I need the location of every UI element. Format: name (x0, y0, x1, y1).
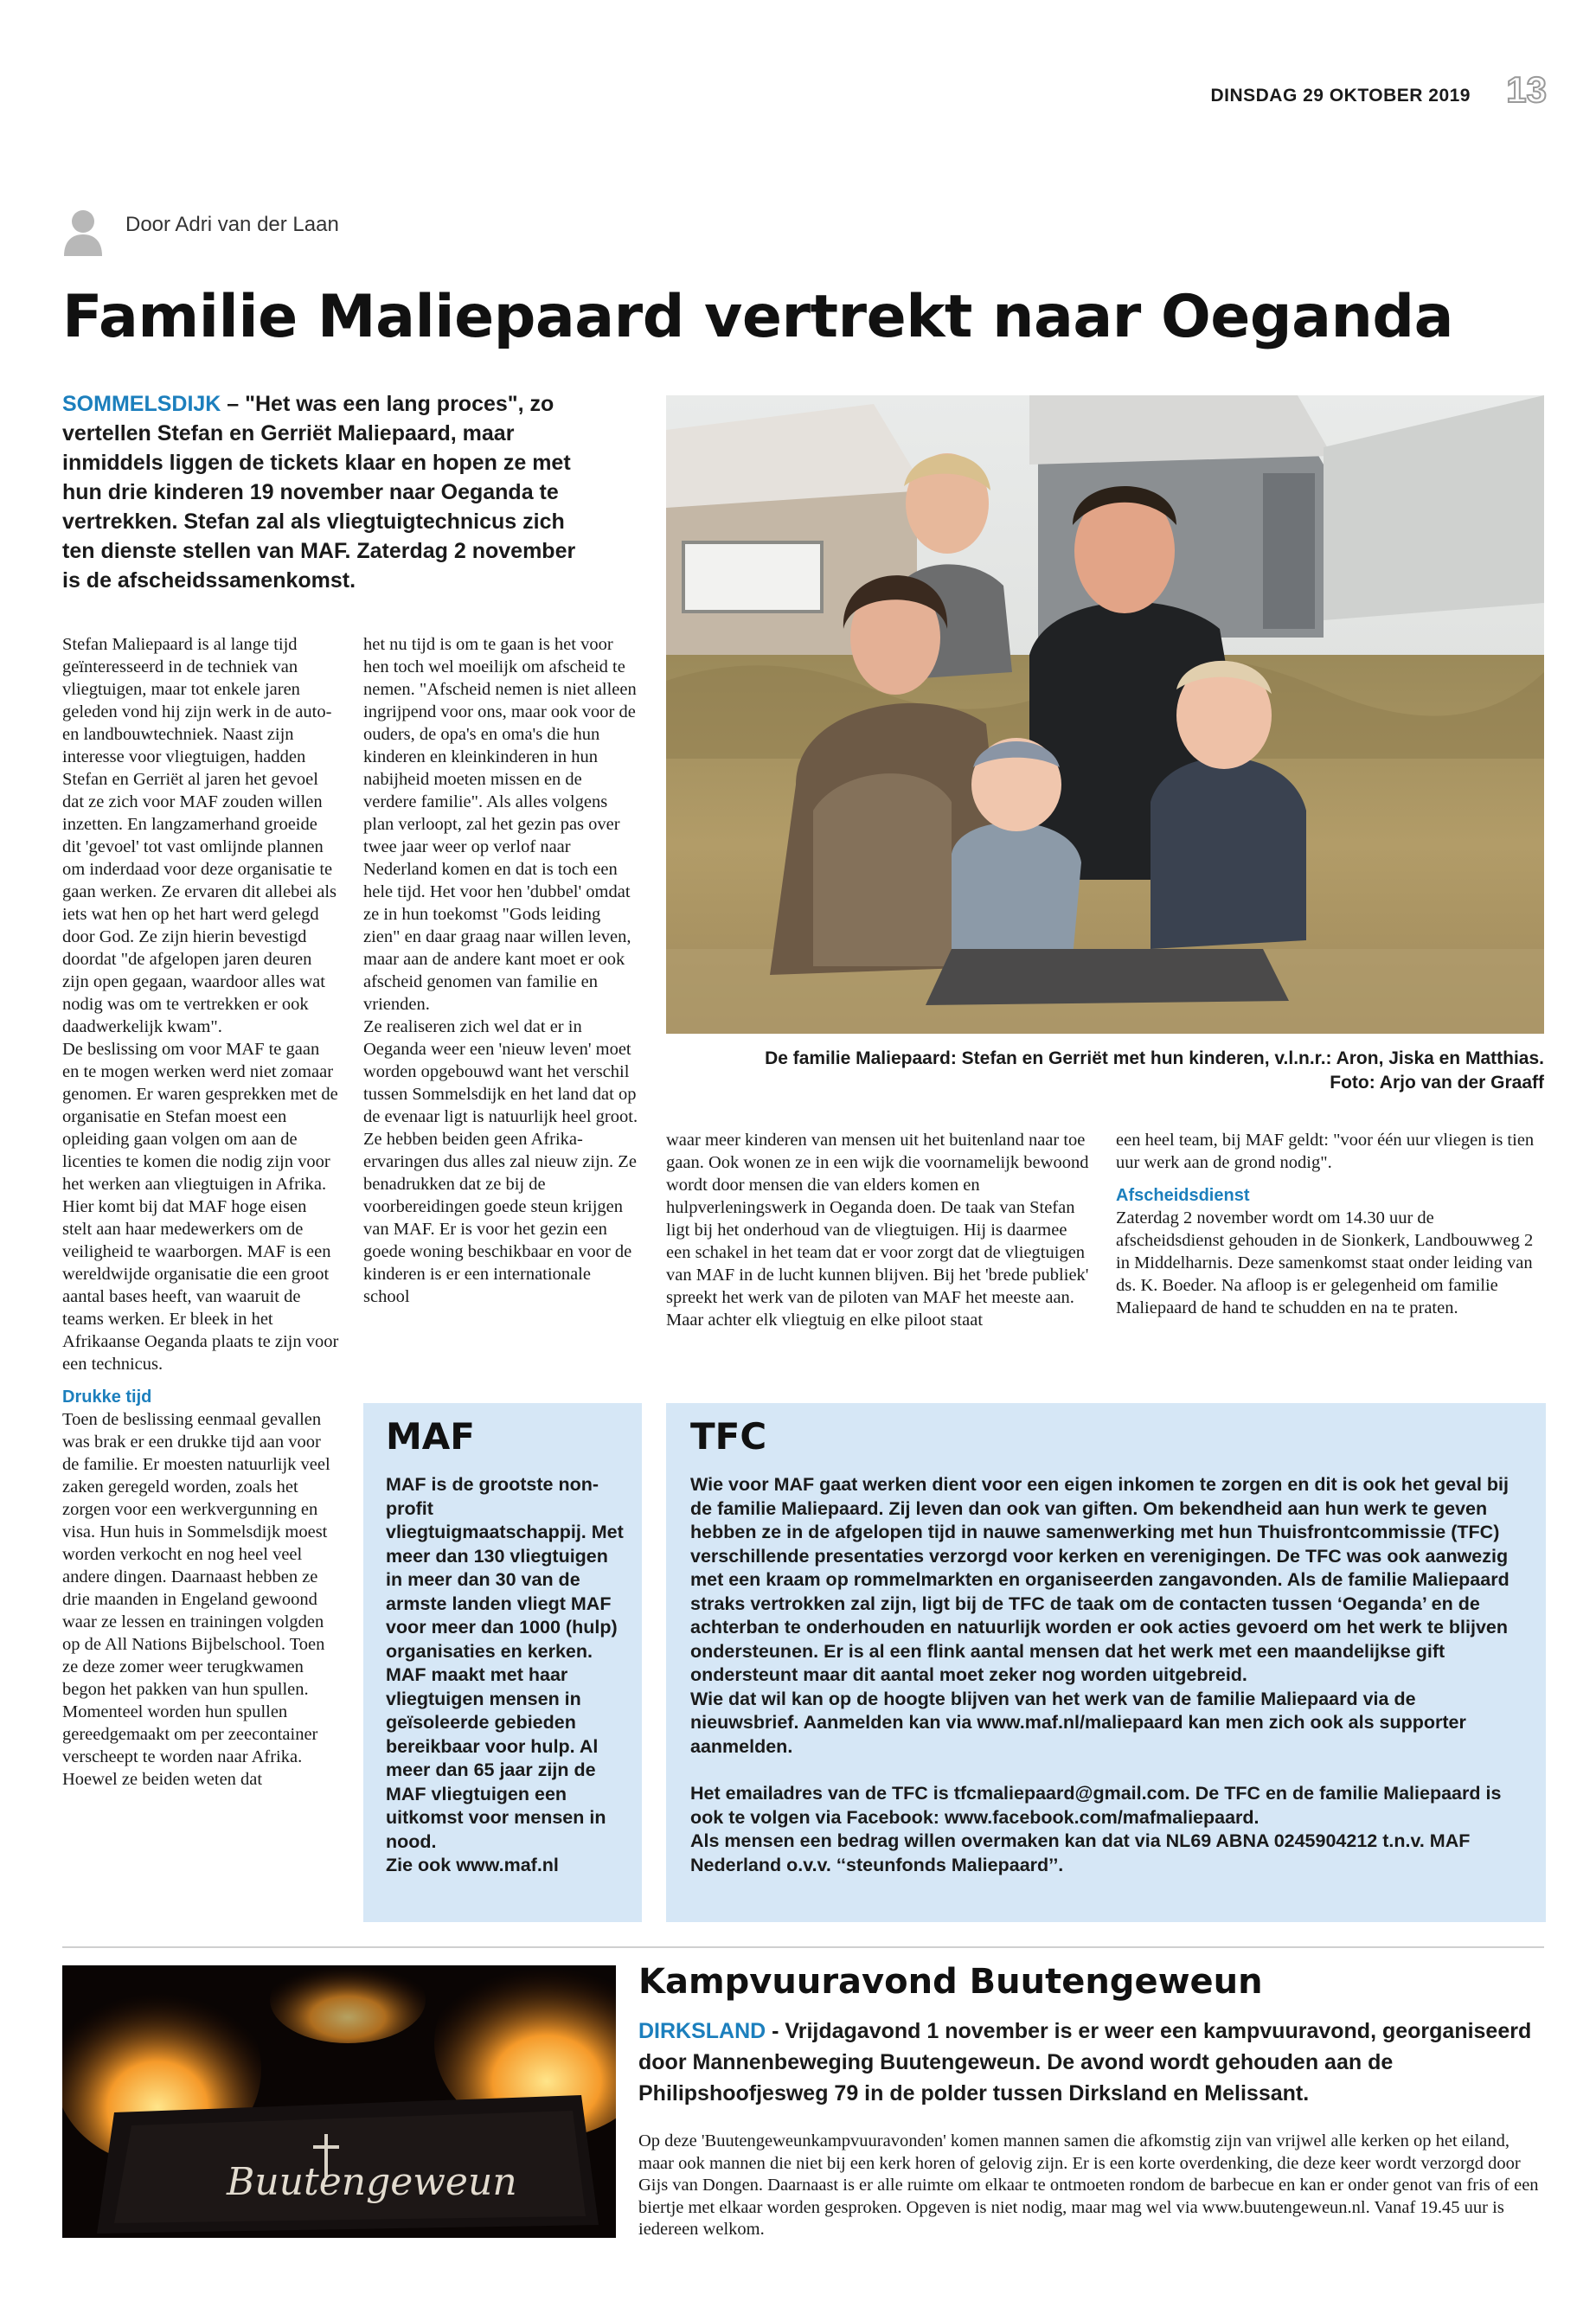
kampvuur-location: DIRKSLAND (638, 2019, 766, 2043)
buutengeweun-sign-text: Buutengeweun (227, 2160, 517, 2204)
tfc-info-box (666, 1403, 1546, 1922)
issue-date: DINSDAG 29 OKTOBER 2019 (1210, 86, 1471, 106)
paragraph: Ze realiseren zich wel dat er in Oeganda weer een 'nieuw leven' moet worden opgebouwd want het verschil tussen Sommelsdijk en het land dat op de evenaar ligt is natuurlijk heel groot. Ze hebben beiden geen Afrika-ervaringen dus alles zal nieuw zijn. Ze benadrukken dat ze bij de voorbereidingen goede steun krijgen van MAF. Er is voor het gezin een goede woning beschikbaar en voor de kinderen is er een internationale school (363, 1017, 638, 1306)
maf-box-text: MAF is de grootste non-profit vliegtuigmaatschappij. Met meer dan 130 vliegtuigen in meer dan 30 van de armste landen vliegt MAF voor meer dan 1000 (hulp) organisaties en kerken. MAF maakt met haar vliegtuigen mensen in geïsoleerde gebieden bereikbaar voor hulp. Al meer dan 65 jaar zijn de MAF vliegtuigen een uitkomst voor mensen in nood. (386, 1474, 624, 1852)
caption-text: De familie Maliepaard: Stefan en Gerriët met hun kinderen, v.l.n.r.: Aron, Jiska en Matthias. (765, 1048, 1544, 1068)
photo-caption (666, 1047, 1544, 1095)
person-icon (62, 208, 104, 256)
kampvuur-lead (638, 2016, 1547, 2109)
paragraph: Zaterdag 2 november wordt om 14.30 uur de afscheidsdienst gehouden in de Sionkerk, Landbouwweg 2 in Middelharnis. Deze samenkomst staat onder leiding van ds. K. Boeder. Na afloop is er gelegenheid om familie Maliepaard de hand te schudden en na te praten. (1116, 1208, 1534, 1317)
paragraph: het nu tijd is om te gaan is het voor hen toch wel moeilijk om afscheid te nemen. "Afscheid nemen is niet alleen ingrijpend voor ons, maar ook voor de ouders, de opa's en oma's die hun kinderen en kleinkinderen in hun nabijheid moeten missen en de verdere familie". Als alles volgens plan verloopt, zal het gezin pas over twee jaar weer op verlof naar Nederland komen en dat is toch een hele tijd. Het voor hen 'dubbel' omdat ze in hun toekomst "Gods leiding zien" en daar graag naar willen leven, maar aan de andere kant moet er ook afscheid genomen van familie en vrienden. (363, 635, 637, 1014)
maf-box-title: MAF (386, 1415, 475, 1458)
kampvuur-headline: Kampvuuravond Buutengeweun (638, 1962, 1263, 2002)
paragraph: een heel team, bij MAF geldt: "voor één uur vliegen is tien uur werk aan de grond nodig". (1116, 1131, 1535, 1172)
kampvuur-body: Op deze 'Buutengeweunkampvuuravonden' komen mannen samen die afkomstig zijn van vrijwel alle kerken op het eiland, maar ook mannen die niet bij een kerk horen of gelovig zijn. Er is een korte overdenking, die deze keer wordt verzorgd door Gijs van Dongen. Daarnaast is er alle ruimte om elkaar te ontmoeten rondom de barbecue en kan er onder genot van fris of een biertje met elkaar worden gesproken. Opgeven is niet nodig, maar mag wel via www.buutengeweun.nl. Vanaf 19.45 uur is iedereen welkom. (638, 2131, 1539, 2239)
tfc-box-text: Het emailadres van de TFC is tfcmaliepaard@gmail.com. De TFC en de familie Maliepaard is ook te volgen via Facebook: www.facebook.com/mafmaliepaard. (690, 1783, 1502, 1828)
paragraph: Hoewel ze beiden weten dat (62, 1770, 263, 1789)
tfc-box-text: Als mensen een bedrag willen overmaken kan dat via NL69 ABNA 0245904212 t.n.v. MAF Nederland o.v.v. ‘‘steunfonds Maliepaard’’. (690, 1830, 1471, 1875)
article-headline: Familie Maliepaard vertrekt naar Oeganda (62, 283, 1453, 351)
photo-credit: Foto: Arjo van der Graaff (1330, 1073, 1544, 1093)
article-column-4 (1116, 1129, 1546, 1319)
article-column-1 (62, 633, 339, 1791)
article-column-2 (363, 633, 638, 1308)
article-column-3 (666, 1129, 1090, 1331)
author-byline: Door Adri van der Laan (125, 213, 339, 236)
subhead-drukke-tijd: Drukke tijd (62, 1388, 152, 1407)
tfc-box-text: Wie voor MAF gaat werken dient voor een eigen inkomen te zorgen en dit is ook het geval bij de familie Maliepaard. Zij leven dan ook van giften. Om bekendheid aan hun werk te geven hebben ze in de afgelopen tijd in nauwe samenwerking met hun Thuisfrontcommissie (TFC) verschillende presentaties verzorgd voor kerken en verenigingen. De TFC was ook aanwezig met een kraam op rommelmarkten en organiseerden zangavonden. Als de familie Maliepaard straks vertrokken zal zijn, ligt bij de TFC de taak om de contacten tussen ‘Oeganda’ en de achterban te onderhouden en natuurlijk worden er ook acties gevoerd om het werk te blijven ondersteunen. Er is al een flink aantal mensen dat het werk met een maandelijkse gift ondersteunt maar dit aantal moet zeker nog worden uitgebreid. (690, 1474, 1509, 1685)
maf-box-link: Zie ook www.maf.nl (386, 1855, 559, 1875)
paragraph: Toen de beslissing eenmaal gevallen was brak er een drukke tijd aan voor de familie. Er moesten natuurlijk veel zaken geregeld worden, zoals het zorgen voor een werkvergunning en visa. Hun huis in Sommelsdijk moest worden verkocht en nog heel veel andere dingen. Daarnaast hebben ze drie maanden in Engeland gewoond waar ze lessen en trainingen volgden op de All Nations Bijbelschool. Toen ze deze zomer weer terugkwamen begon het pakken van hun spullen. Momenteel worden hun spullen gereedgemaakt om per zeecontainer verscheept te worden naar Afrika. (62, 1410, 330, 1766)
family-photo (666, 395, 1544, 1034)
lead-text: – "Het was een lang proces", zo vertellen Stefan en Gerriët Maliepaard, maar inmiddels liggen de tickets klaar en hopen ze met hun drie kinderen 19 november naar Oeganda te vertrekken. Stefan zal als vliegtuigtechnicus zich ten dienste stellen van MAF. Zaterdag 2 november is de afscheidssamenkomst. (62, 392, 576, 593)
subhead-afscheidsdienst: Afscheidsdienst (1116, 1186, 1250, 1205)
article-lead (62, 389, 590, 595)
tfc-box-title: TFC (690, 1415, 767, 1458)
campfire-photo (62, 1965, 616, 2238)
maf-info-box (363, 1403, 642, 1922)
page-number: 13 (1506, 69, 1547, 110)
kampvuur-lead-text: - Vrijdagavond 1 november is er weer een kampvuuravond, georganiseerd door Mannenbeweging Buutengeweun. De avond wordt gehouden aan de Philipshoofjesweg 79 in de polder tussen Dirksland en Melissant. (638, 2019, 1532, 2106)
paragraph: waar meer kinderen van mensen uit het buitenland naar toe gaan. Ook wonen ze in een wijk die voornamelijk bewoond wordt door mensen die van elders komen en hulpverleningswerk in Oeganda doen. De taak van Stefan ligt bij het onderhoud van de vliegtuigen. Hij is daarmee een schakel in het team dat er voor zorgt dat de vliegtuigen van MAF in de lucht kunnen blijven. Bij het 'brede publiek' spreekt het werk van de piloten van MAF het meeste aan. Maar achter elk vliegtuig en elke piloot staat (666, 1131, 1089, 1330)
lead-location: SOMMELSDIJK (62, 392, 221, 416)
tfc-box-text: Wie dat wil kan op de hoogte blijven van het werk van de familie Maliepaard via de nieuwsbrief. Aanmelden kan via www.maf.nl/maliepaard kan men zich ook als supporter aanmelden. (690, 1688, 1466, 1757)
paragraph: Stefan Maliepaard is al lange tijd geïnteresseerd in de techniek van vliegtuigen, maar tot enkele jaren geleden vond hij zijn werk in de auto- en landbouwtechniek. Naast zijn interesse voor vliegtuigen, hadden Stefan en Gerriët al jaren het gevoel dat ze zich voor MAF zouden willen inzetten. En langzamerhand groeide dit 'gevoel' tot vast omlijnde plannen om inderdaad voor deze organisatie te gaan werken. Ze ervaren dit allebei als iets wat hen op het hart werd gelegd door God. Ze zijn hierin bevestigd doordat "de afgelopen jaren deuren zijn open gegaan, waardoor alles wat nodig was om te vertrekken er ook daadwerkelijk kwam". (62, 635, 337, 1036)
paragraph: De beslissing om voor MAF te gaan en te mogen werken werd niet zomaar genomen. Er waren gesprekken met de organisatie en Stefan moest een opleiding gaan volgen om aan de licenties te komen die nodig zijn voor het werken aan vliegtuigen in Afrika. Hier komt bij dat MAF hoge eisen stelt aan haar medewerkers om de veiligheid te waarborgen. MAF is een wereldwijde organisatie die een groot aantal bases heeft, van waaruit de teams werken. Er bleek in het Afrikaanse Oeganda plaats te zijn voor een technicus. (62, 1040, 339, 1374)
section-divider (62, 1946, 1544, 1948)
